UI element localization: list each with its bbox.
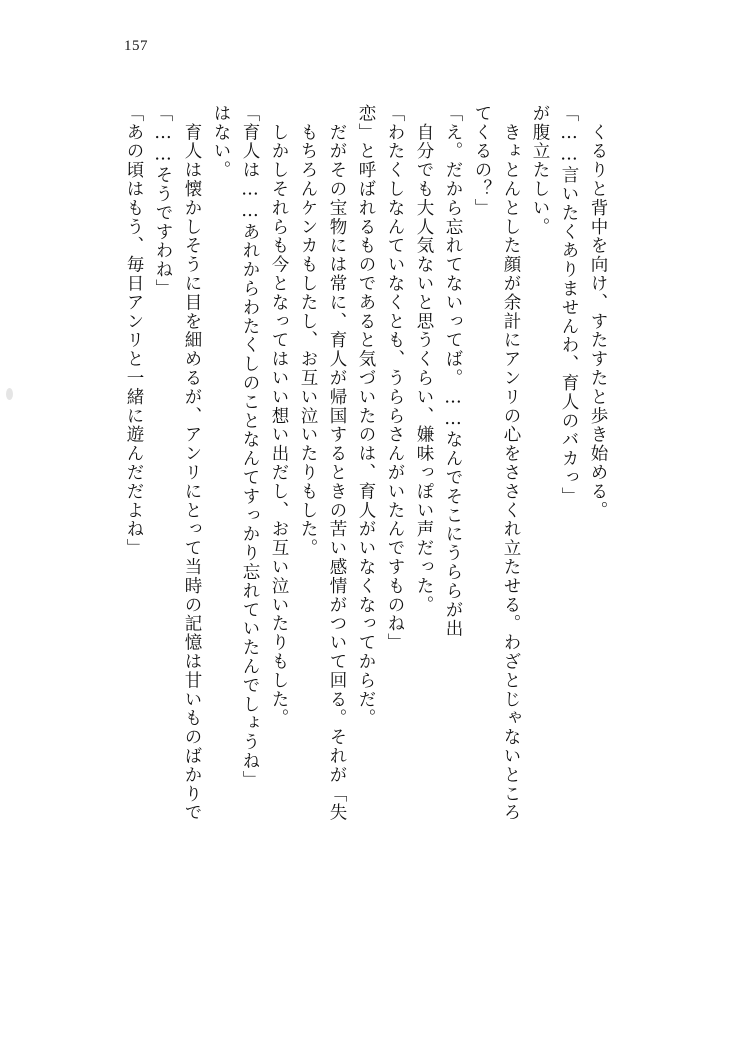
text-column: 「育人は……あれからわたくしのことなんてすっかり忘れていたんでしょうね」	[240, 104, 260, 790]
text-column: きょとんとした顔が余計にアンリの心をささくれ立たせる。わざとじゃないところ	[501, 104, 521, 823]
text-column: 「……言いたくありませんわ、育人のバカっ」	[559, 104, 579, 506]
text-column: 「……そうですわね」	[153, 104, 173, 298]
text-column: しかしそれらも今となってはいい想い出だし、お互い泣いたりもした。	[269, 104, 289, 728]
text-column: 「あの頃はもう、毎日アンリと一緒に遊んだだよね」	[124, 104, 144, 558]
text-column: 育人は懐かしそうに目を細めるが、アンリにとって当時の記憶は甘いものばかりで	[182, 104, 202, 823]
text-column: はない。	[211, 104, 231, 180]
text-column: だがその宝物には常に、育人が帰国するときの苦い感情がついて回る。それが「失	[327, 104, 347, 823]
text-column: が腹立たしい。	[530, 104, 550, 237]
text-column: 「わたくしなんていなくとも、うららさんがいたんですものね」	[385, 104, 405, 653]
text-column: てくるの？」	[472, 104, 492, 218]
text-column: もちろんケンカもしたし、お互い泣いたりもした。	[298, 104, 318, 558]
text-column: 「え。だから忘れてないってば。……なんでそこにうららが出	[443, 104, 463, 639]
page-number: 157	[124, 38, 148, 54]
text-column: 自分でも大人気ないと思うくらい、嫌味っぽい声だった。	[414, 104, 434, 615]
text-column: くるりと背中を向け、すたすたと歩き始める。	[588, 104, 608, 520]
text-column: 恋」と呼ばれるものであると気づいたのは、育人がいなくなってからだ。	[356, 104, 376, 728]
page-smudge	[6, 388, 13, 400]
vertical-text-body	[113, 104, 606, 964]
